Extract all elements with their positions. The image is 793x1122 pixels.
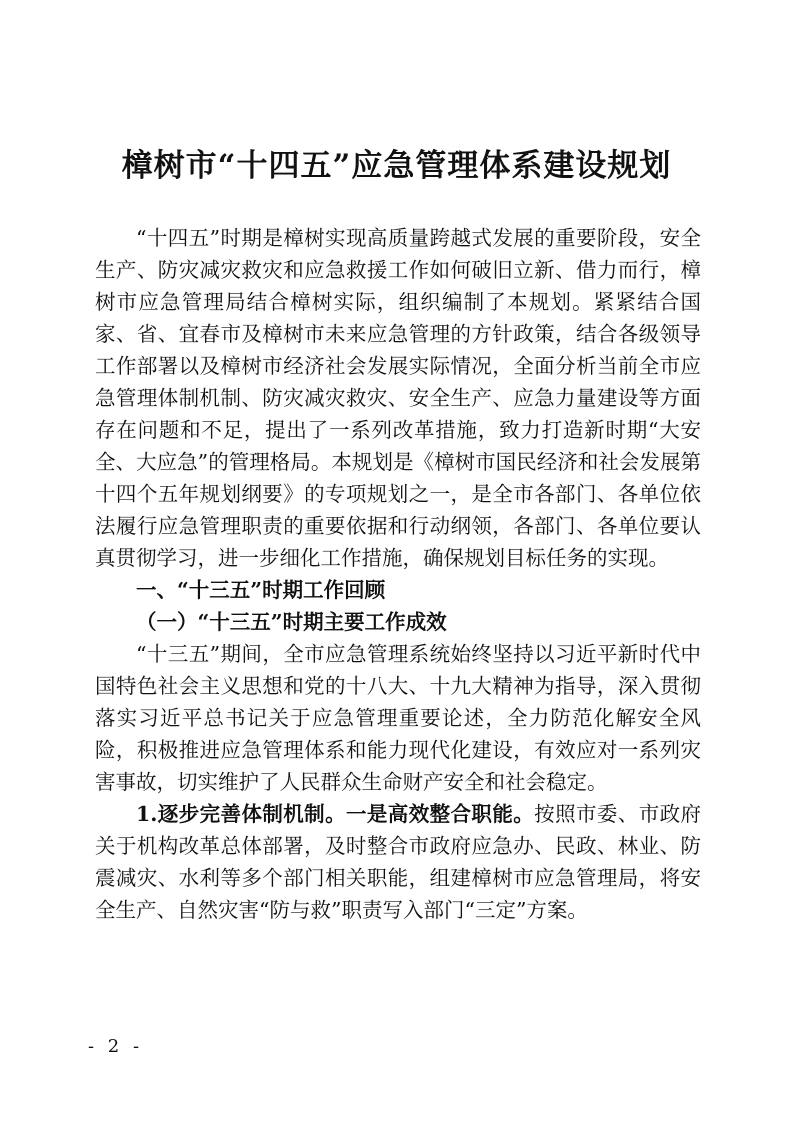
item-heading: 1.逐步完善体制机制。一是高效整合职能。: [136, 802, 535, 826]
review-paragraph: “十三五”期间，全市应急管理系统始终坚持以习近平新时代中国特色社会主义思想和党的十八大、十九大精神为指导，深入贯彻落实习近平总书记关于应急管理重要论述，全力防范化解安全风险，积极推进应急管理体系和能力现代化建设，有效应对一系列灾害事故，切实维护了人民群众生命财产安全和社会稳定。: [95, 642, 701, 794]
document-body: [95, 222, 701, 926]
page-number: - 2 -: [88, 1036, 144, 1057]
item-text: 按照市委、市政府关于机构改革总体部署，及时整合市政府应急办、民政、林业、防震减灾、水利等多个部门相关职能，组建樟树市应急管理局，将安全生产、自然灾害“防与救”职责写入部门“三定”方案。: [95, 802, 702, 922]
document-title: 樟树市“十四五”应急管理体系建设规划: [121, 148, 672, 184]
section-heading: 一、“十三五”时期工作回顾: [136, 578, 386, 602]
subsection-heading: （一）“十三五”时期主要工作成效: [136, 610, 447, 634]
intro-paragraph: “十四五”时期是樟树实现高质量跨越式发展的重要阶段，安全生产、防灾减灾救灾和应急救援工作如何破旧立新、借力而行，樟树市应急管理局结合樟树实际，组织编制了本规划。紧紧结合国家、省、宜春市及樟树市未来应急管理的方针政策，结合各级领导工作部署以及樟树市经济社会发展实际情况，全面分析当前全市应急管理体制机制、防灾减灾救灾、安全生产、应急力量建设等方面存在问题和不足，提出了一系列改革措施，致力打造新时期“大安全、大应急”的管理格局。本规划是《樟树市国民经济和社会发展第十四个五年规划纲要》的专项规划之一，是全市各部门、各单位依法履行应急管理职责的重要依据和行动纲领，各部门、各单位要认真贯彻学习，进一步细化工作措施，确保规划目标任务的实现。: [95, 226, 701, 570]
item-paragraph: [95, 798, 701, 926]
